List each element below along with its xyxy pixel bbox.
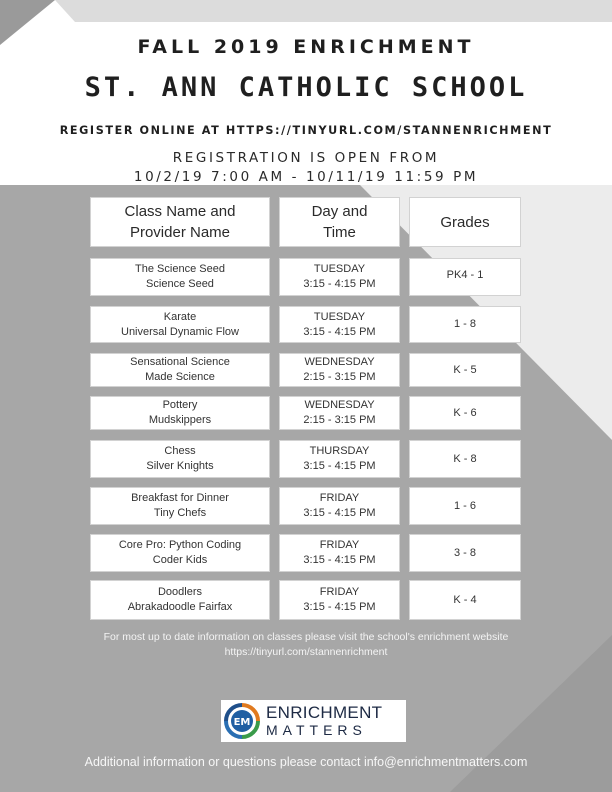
class-name: Core Pro: Python Coding	[118, 539, 242, 551]
table-row-class	[90, 258, 270, 296]
table-row-day-time	[279, 353, 400, 387]
provider-name: Coder Kids	[152, 554, 208, 566]
registration-line-2: 10/2/19 7:00 AM - 10/11/19 11:59 PM	[133, 169, 479, 185]
table-row-class	[90, 440, 270, 478]
class-name: Breakfast for Dinner	[131, 492, 229, 504]
column-header-day-line2: Time	[323, 224, 356, 241]
provider-name: Silver Knights	[146, 460, 214, 472]
table-row-class	[90, 396, 270, 430]
column-header-day-time	[279, 197, 400, 247]
class-time: 3:15 - 4:15 PM	[303, 460, 376, 472]
class-day: TUESDAY	[313, 263, 366, 275]
table-row-class	[90, 353, 270, 387]
logo-wordmark	[266, 704, 382, 738]
class-name: Karate	[163, 310, 197, 323]
class-grades: PK4 - 1	[446, 269, 484, 281]
table-row-grades	[409, 534, 521, 572]
column-header-class-line1: Class Name and	[124, 203, 236, 220]
table-row-grades	[409, 580, 521, 620]
registration-line-1: REGISTRATION IS OPEN FROM	[172, 150, 440, 166]
logo-word-enrichment: ENRICHMENT	[266, 703, 383, 722]
class-day: FRIDAY	[319, 539, 360, 551]
provider-name: Made Science	[145, 371, 215, 383]
class-grades: 3 - 8	[453, 546, 476, 559]
class-day: WEDNESDAY	[304, 399, 375, 411]
table-row-day-time	[279, 534, 400, 572]
class-name: Chess	[164, 445, 196, 457]
provider-name: Mudskippers	[148, 414, 212, 426]
class-grades: 1 - 6	[453, 499, 476, 512]
column-header-class-line2: Provider Name	[129, 224, 231, 241]
page-title-school: ST. ANN CATHOLIC SCHOOL	[84, 72, 528, 103]
class-grades: K - 8	[453, 452, 477, 465]
register-online-link[interactable]: REGISTER ONLINE AT HTTPS://TINYURL.COM/STANNENRICHMENT	[59, 124, 553, 137]
class-day: WEDNESDAY	[304, 356, 375, 368]
page-title-term: FALL 2019 ENRICHMENT	[137, 36, 475, 58]
class-time: 3:15 - 4:15 PM	[303, 278, 376, 290]
class-day: FRIDAY	[319, 586, 360, 598]
table-row-grades	[409, 396, 521, 430]
class-day: TUESDAY	[313, 310, 366, 323]
table-row-class	[90, 580, 270, 620]
table-row-day-time	[279, 396, 400, 430]
provider-name: Universal Dynamic Flow	[121, 325, 239, 338]
class-time: 3:15 - 4:15 PM	[303, 507, 376, 519]
class-grades: K - 6	[453, 406, 477, 419]
class-name: Sensational Science	[130, 356, 230, 368]
table-row-grades	[409, 353, 521, 387]
website-note-text: For most up to date information on classes please visit the school's enrichment website	[103, 631, 509, 643]
table-row-class	[90, 306, 270, 343]
contact-info: Additional information or questions please contact info@enrichmentmatters.com	[84, 755, 528, 769]
em-badge-text: EM	[233, 717, 251, 728]
class-day: FRIDAY	[319, 492, 360, 504]
table-row-day-time	[279, 258, 400, 296]
table-row-day-time	[279, 487, 400, 525]
class-time: 2:15 - 3:15 PM	[303, 414, 376, 426]
table-row-day-time	[279, 306, 400, 343]
class-time: 3:15 - 4:15 PM	[303, 325, 376, 338]
table-row-grades	[409, 487, 521, 525]
column-header-grades-label: Grades	[440, 213, 490, 231]
table-row-grades	[409, 440, 521, 478]
provider-name: Abrakadoodle Fairfax	[127, 601, 233, 613]
column-header-class	[90, 197, 270, 247]
table-row-class	[90, 534, 270, 572]
column-header-grades	[409, 197, 521, 247]
logo-word-matters: MATTERS	[266, 722, 367, 738]
column-header-day-line1: Day and	[311, 203, 368, 220]
class-grades: K - 5	[453, 363, 477, 376]
class-time: 2:15 - 3:15 PM	[303, 371, 376, 383]
class-name: Pottery	[162, 399, 198, 411]
table-row-grades	[409, 258, 521, 296]
class-day: THURSDAY	[309, 445, 370, 457]
class-time: 3:15 - 4:15 PM	[303, 601, 376, 613]
class-time: 3:15 - 4:15 PM	[303, 554, 376, 566]
table-row-grades	[409, 306, 521, 343]
class-name: The Science Seed	[135, 263, 225, 275]
em-badge-icon	[223, 702, 261, 740]
provider-name: Tiny Chefs	[153, 507, 207, 519]
provider-name: Science Seed	[146, 278, 214, 290]
registration-dates	[0, 149, 612, 187]
class-grades: 1 - 8	[453, 318, 476, 330]
class-grades: K - 4	[453, 593, 477, 606]
enrichment-matters-logo	[221, 700, 406, 742]
website-note-link[interactable]: https://tinyurl.com/stannenrichment	[224, 646, 388, 658]
class-name: Doodlers	[157, 586, 203, 598]
table-row-class	[90, 487, 270, 525]
table-row-day-time	[279, 440, 400, 478]
table-row-day-time	[279, 580, 400, 620]
website-note	[0, 630, 612, 660]
